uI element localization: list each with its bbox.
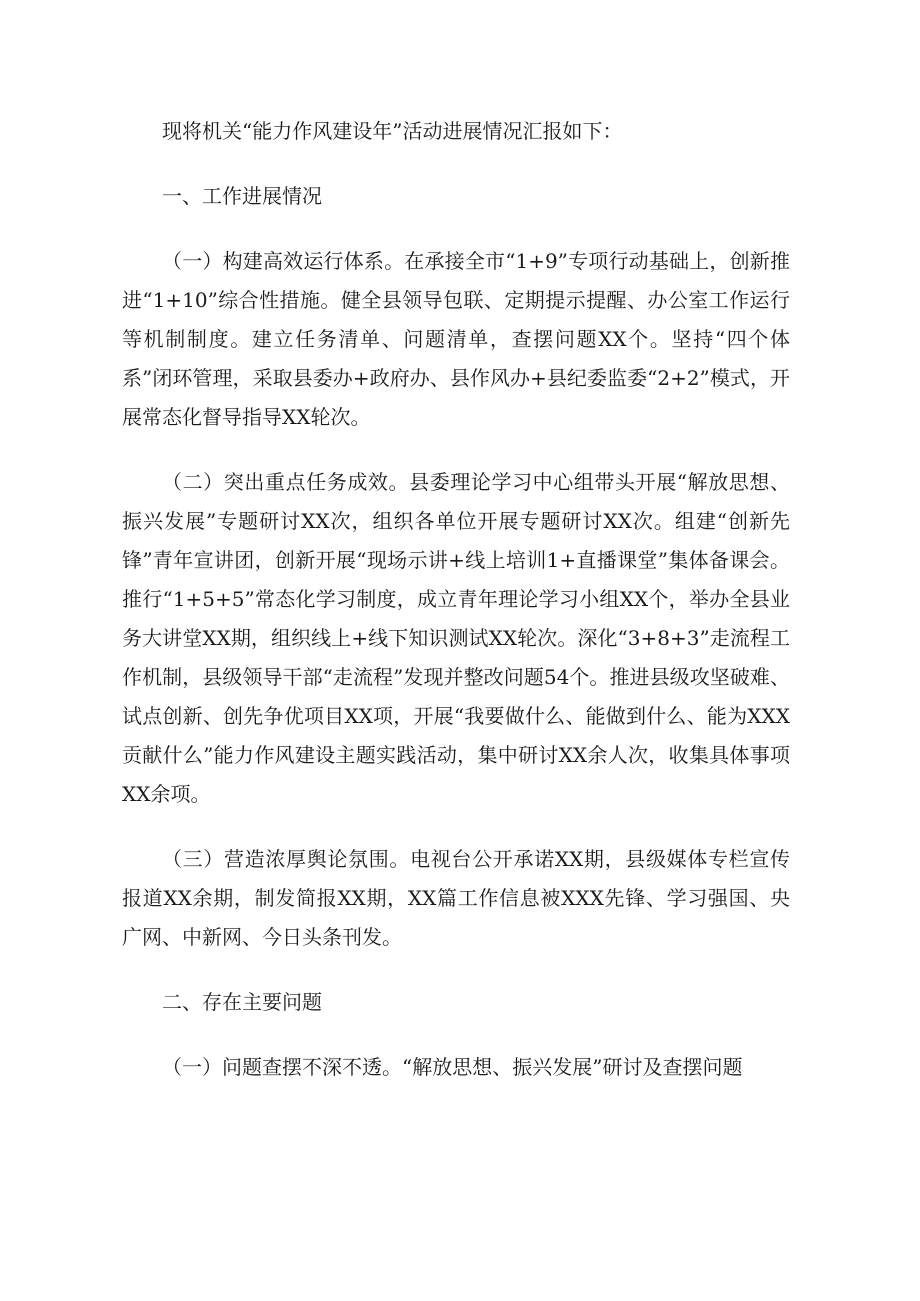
paragraph-operation-system: （一）构建高效运行体系。在承接全市“1+9”专项行动基础上，创新推进“1+10”综合性措施。健全县领导包联、定期提示提醒、办公室工作运行等机制制度。建立任务清单、问题清单，查摆问题XX个。坚持“四个体系”闭环管理，采取县委办+政府办、县作风办+县纪委监委“2+2”模式，开展常态化督导指导XX轮次。	[122, 249, 790, 429]
paragraph-public-opinion: （三）营造浓厚舆论氛围。电视台公开承诺XX期，县级媒体专栏宣传报道XX余期，制发简报XX期，XX篇工作信息被XXX先锋、学习强国、央广网、中新网、今日头条刊发。	[122, 847, 790, 949]
paragraph-key-tasks: （二）突出重点任务成效。县委理论学习中心组带头开展“解放思想、振兴发展”专题研讨XX次，组织各单位开展专题研讨XX次。组建“创新先锋”青年宣讲团，创新开展“现场示讲+线上培训1+直播课堂”集体备课会。推行“1+5+5”常态化学习制度，成立青年理论学习小组XX个，举办全县业务大讲堂XX期，组织线上+线下知识测试XX轮次。深化“3+8+3”走流程工作机制，县级领导干部“走流程”发现并整改问题54个。推进县级攻坚破难、试点创新、创先争优项目XX项，开展“我要做什么、能做到什么、能为XXX贡献什么”能力作风建设主题实践活动，集中研讨XX余人次，收集具体事项XX余项。	[122, 470, 790, 806]
paragraph-problem-review: （一）问题查摆不深不透。“解放思想、振兴发展”研讨及查摆问题	[162, 1055, 743, 1079]
section-heading-problems: 二、存在主要问题	[162, 990, 322, 1014]
intro-paragraph: 现将机关“能力作风建设年”活动进展情况汇报如下：	[162, 119, 623, 143]
document-body	[122, 112, 790, 1113]
section-heading-progress: 一、工作进展情况	[162, 184, 322, 208]
